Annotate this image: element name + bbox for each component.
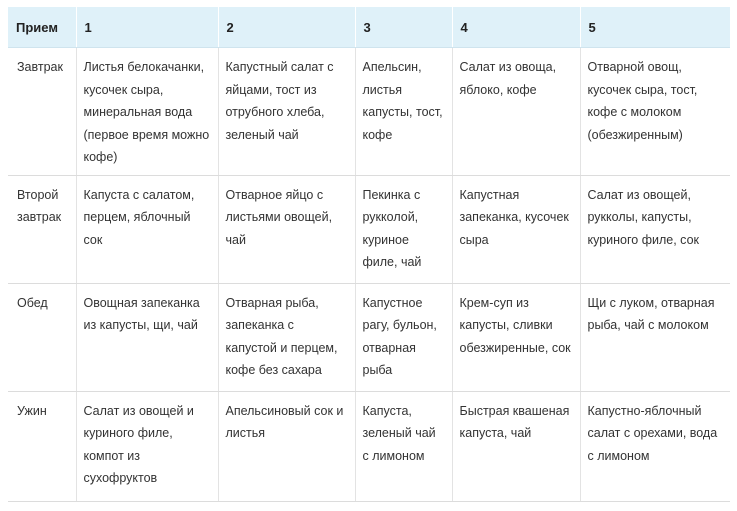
table-cell: Капуста, зеленый чай с лимоном — [355, 391, 452, 501]
table-cell: Отварная рыба, запеканка с капустой и перцем, кофе без сахара — [218, 283, 355, 391]
table-cell: Капустное рагу, бульон, отварная рыба — [355, 283, 452, 391]
table-cell: Салат из овоща, яблоко, кофе — [452, 48, 580, 176]
row-label: Ужин — [8, 391, 76, 501]
table-cell: Отварной овощ, кусочек сыра, тост, кофе с молоком (обезжиренным) — [580, 48, 730, 176]
header-day-1: 1 — [76, 7, 218, 48]
header-day-2: 2 — [218, 7, 355, 48]
header-day-5: 5 — [580, 7, 730, 48]
table-header-row — [8, 7, 730, 48]
table-cell: Капустно-яблочный салат с орехами, вода с лимоном — [580, 391, 730, 501]
table-cell: Капустная запеканка, кусочек сыра — [452, 175, 580, 283]
diet-menu-table-container — [8, 7, 730, 502]
table-row-breakfast — [8, 48, 730, 176]
table-cell: Крем-суп из капусты, сливки обезжиренные, сок — [452, 283, 580, 391]
header-day-4: 4 — [452, 7, 580, 48]
row-label: Обед — [8, 283, 76, 391]
table-row-lunch — [8, 283, 730, 391]
table-cell: Овощная запеканка из капусты, щи, чай — [76, 283, 218, 391]
table-cell: Апельсин, листья капусты, тост, кофе — [355, 48, 452, 176]
diet-menu-table — [8, 7, 730, 502]
table-cell: Быстрая квашеная капуста, чай — [452, 391, 580, 501]
table-cell: Щи с луком, отварная рыба, чай с молоком — [580, 283, 730, 391]
table-cell: Апельсиновый сок и листья — [218, 391, 355, 501]
table-row-second-breakfast — [8, 175, 730, 283]
table-cell: Пекинка с рукколой, куриное филе, чай — [355, 175, 452, 283]
table-cell: Отварное яйцо с листьями овощей, чай — [218, 175, 355, 283]
table-cell: Капуста с салатом, перцем, яблочный сок — [76, 175, 218, 283]
header-meal: Прием — [8, 7, 76, 48]
row-label: Второй завтрак — [8, 175, 76, 283]
table-cell: Листья белокачанки, кусочек сыра, минеральная вода (первое время можно кофе) — [76, 48, 218, 176]
table-cell: Салат из овощей, рукколы, капусты, куриного филе, сок — [580, 175, 730, 283]
table-cell: Капустный салат с яйцами, тост из отрубного хлеба, зеленый чай — [218, 48, 355, 176]
row-label: Завтрак — [8, 48, 76, 176]
table-row-dinner — [8, 391, 730, 501]
header-day-3: 3 — [355, 7, 452, 48]
table-cell: Салат из овощей и куриного филе, компот из сухофруктов — [76, 391, 218, 501]
